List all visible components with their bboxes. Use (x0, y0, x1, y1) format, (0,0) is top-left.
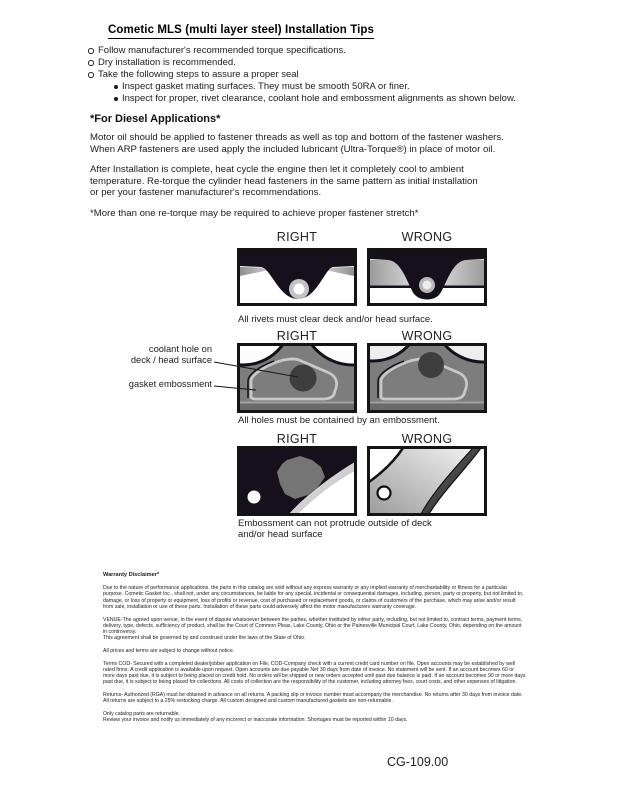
coolant-hole-callout (98, 344, 212, 365)
dot-bullet-icon (114, 97, 118, 101)
paragraph-line: or per your fastener manufacturer's recommendations. (90, 187, 322, 199)
callout-text: coolant hole on (148, 344, 212, 354)
list-item (88, 69, 588, 81)
diagram-set3-right (237, 446, 357, 516)
paragraph-line: After Installation is complete, heat cycle the engine then let it completely cool to ambient (90, 164, 464, 176)
bullet-text: Inspect gasket mating surfaces. They must be smooth 50RA or finer. (122, 80, 410, 92)
paragraph-line: Motor oil should be applied to fastener threads as well as top and bottom of the fastener washers. (90, 132, 504, 143)
dot-bullet-icon (114, 85, 118, 89)
callout-text: deck / head surface (130, 354, 212, 365)
legal-paragraph: Returns- Authorized (RGA) must be obtained in advance on all returns. A packing slip or invoice number must accompany the merchandise. No returns after 30 days from invoice date. All returns are subject to a 25% restocking charge. All custom designed and custom manufactured gaskets are non-returnable. (103, 691, 523, 705)
diagram-set2-wrong (367, 343, 487, 413)
paragraph-line: temperature. Re-torque the cylinder head fasteners in the same pattern as initial installation (90, 175, 478, 187)
diesel-heading: *For Diesel Applications* (90, 113, 221, 125)
legal-paragraph: VENUE-The agreed upon venue, in the event of dispute whatsoever between the parties, whether instituted by either party, including, but not limited to, contract terms, payment terms, delivery, type, defects, sufficiency of product, shall be the Court of Common Pleas, Lake County, Ohio or the Painesville Municipal Court, Lake County, Ohio, depending on the amount in controversy. (103, 616, 523, 635)
bullet-text: Take the following steps to assure a proper seal (98, 68, 299, 80)
warranty-disclaimer-section (103, 572, 527, 730)
list-item (88, 81, 588, 93)
set3-caption-line1: Embossment can not protrude outside of deck (238, 518, 432, 529)
wrong-label: WRONG (401, 230, 453, 244)
legal-paragraph: Only catalog parts are returnable. (103, 710, 180, 717)
legal-paragraph: Terms COD- Secured with a completed dealer/jobber application on File, COD-Company check with a current credit card number on file. Open accounts may be established by well rated firms. A credit application is available upon request. Open accounts are due payable Net 30 days from date of invoice. No statement will be sent. If an account becomes 60 or more days past due, it is subject to being placed on credit hold. No orders will be shipped or new orders accepted until past due balance is paid. If an account becomes 90 or more days past due, it is subject to being placed for collections. All costs of collection are the responsibility of the customer, including attorney fees, court costs, and other expenses of litigation. (103, 660, 526, 686)
wrong-label: WRONG (401, 432, 453, 446)
gasket-embossment-callout: gasket embossment (128, 379, 212, 389)
set3-caption-line2: and/or head surface (238, 529, 323, 540)
bullet-text: Follow manufacturer's recommended torque specifications. (98, 44, 346, 56)
installation-tips-section (88, 20, 588, 105)
set1-caption: All rivets must clear deck and/or head surface. (238, 314, 433, 325)
circle-bullet-icon (88, 48, 94, 54)
legal-paragraph: Due to the nature of performance applications, the parts in this catalog are sold without any express warranty or any implied warranty of merchantability or fitness for a particular purpose. Cometic Gasket Inc., shall not, under any circumstances, be liable for any special, incidental or consequential damages, including, person, party or property, but not limited to, damage, or loss of property or equipment, loss of profits or revenue, cost of purchased or replacement goods, or claims of customers of the purchase, which may arise and/or result from sale, installation or use of these parts. Installation of these parts could adversely affect the motor manufacturers warranty coverage. (103, 585, 524, 610)
right-label: RIGHT (276, 230, 318, 244)
bullet-text: Dry installation is recommended. (98, 56, 236, 68)
set2-caption: All holes must be contained by an embossment. (238, 415, 440, 426)
page-number: CG-109.00 (387, 755, 449, 769)
right-label: RIGHT (276, 432, 318, 446)
retorque-footnote: *More than one re-torque may be required to achieve proper fastener stretch* (90, 207, 419, 219)
diesel-applications-section (90, 113, 610, 220)
list-item (88, 57, 588, 69)
circle-bullet-icon (88, 72, 94, 78)
circle-bullet-icon (88, 60, 94, 66)
bullet-text: Inspect for proper, rivet clearance, coolant hole and embossment alignments as shown below. (122, 92, 516, 104)
paragraph-line: When ARP fasteners are used apply the included lubricant (Ultra-Torque®) in place of motor oil. (90, 143, 496, 155)
page-title: Cometic MLS (multi layer steel) Installation Tips (108, 24, 374, 39)
diagram-set3-wrong (367, 446, 487, 516)
diagram-set1-wrong (367, 248, 487, 306)
legal-heading: Warranty Disclaimer* (103, 572, 160, 578)
wrong-label: WRONG (401, 329, 453, 343)
right-label: RIGHT (276, 329, 318, 343)
diagram-set1-right (237, 248, 357, 306)
legal-paragraph: Review your invoice and notify us immediately of any incorrect or inaccurate information. Shortages must be reported within 10 days. (103, 716, 408, 723)
legal-paragraph: This agreement shall be governed by and construed under the laws of the State of Ohio. (103, 635, 306, 642)
list-item (88, 93, 588, 105)
legal-paragraph: All prices and terms are subject to change without notice. (103, 647, 235, 654)
list-item (88, 45, 588, 57)
diagram-set2-right (237, 343, 357, 413)
